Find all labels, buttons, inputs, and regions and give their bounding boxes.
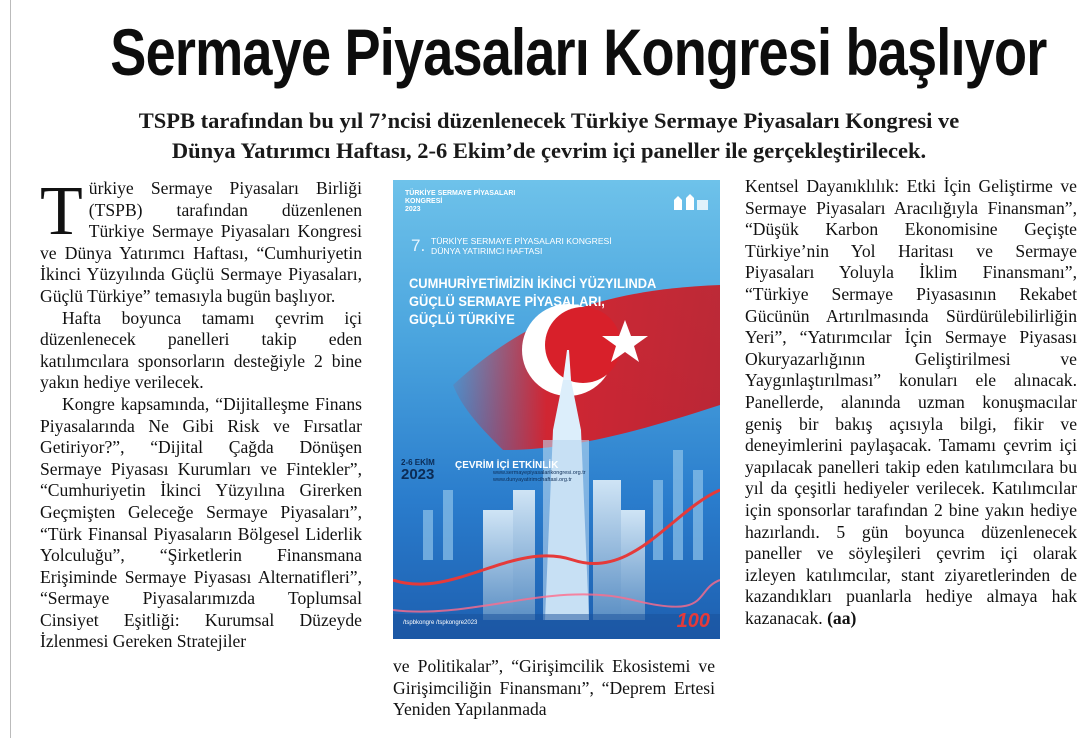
chart-bar — [443, 490, 453, 560]
building — [621, 510, 645, 620]
paragraph-3: Kongre kapsamında, “Dijitalleşme Finans Piyasalarında Ne Gibi Risk ve Fırsatlar Getiriyor?”, “Dijital Çağda Dönüşen Sermaye Piyasası Kurumları ve Fintekler”, “Cumhuriyetin İkinci Yüzyılına Girerken Geçmişten Geleceğe Sermaye Piyasaları”, “Türk Finansal Piyasaların Bölgesel Liderlik Yolculuğu”, “Şirketlerin Finansmana Erişiminde Sermaye Piyasası Alternatifleri”, “Sermaye Piyasalarımızda Toplumsal Cinsiyet Eşitliği: Kurumsal Düzeyde İzlenmesi Gereken Stratejiler — [40, 393, 362, 652]
poster-event-name: TÜRKİYE SERMAYE PİYASALARI KONGRESİ DÜNYA YATIRIMCI HAFTASI — [431, 236, 612, 256]
poster-year: 2023 — [401, 466, 435, 483]
article-column-3 — [745, 176, 1077, 629]
paragraph-1-text: ürkiye Sermaye Piyasaları Birliği (TSPB) tarafından düzenlenen Türkiye Sermaye Piyasaları Kongresi ve Dünya Yatırımcı Haftası, “Cumhuriyetin İkinci Yüzyılında Güçlü Sermaye Piyasaları, Güçlü Türkiye” temasıyla bugün başlıyor. — [40, 178, 362, 306]
poster-social-handles: /tspbkongre /tspkongre2023 — [403, 620, 478, 626]
chart-bar — [673, 450, 683, 560]
article-column-1 — [40, 173, 362, 653]
poster-edition-number: 7. — [411, 236, 426, 255]
building — [593, 480, 621, 620]
paragraph-2: Hafta boyunca tamamı çevrim içi düzenlenecek panelleri takip eden katılımcılara sponsorların desteğiyle 2 bine yakın hediye verilecek. — [40, 307, 362, 393]
centennial-logo: 100 — [676, 610, 710, 632]
paragraph-1 — [40, 173, 362, 308]
chart-bar — [693, 470, 703, 560]
chart-bar — [653, 480, 663, 560]
chart-bar — [423, 510, 433, 560]
deck — [14, 106, 1084, 166]
headline: Sermaye Piyasaları Kongresi başlıyor — [110, 15, 1047, 89]
article-column-2 — [393, 656, 715, 721]
news-agency-signature: (aa) — [827, 607, 857, 628]
poster-logo: TÜRKİYE SERMAYE PİYASALARI KONGRESİ 2023 — [405, 190, 516, 213]
drop-cap: T — [40, 173, 83, 250]
poster-online-events: ÇEVRİM İÇİ ETKİNLİK — [455, 460, 559, 471]
paragraph-final: Kentsel Dayanıklılık: Etki İçin Geliştirme ve Sermaye Piyasaları Aracılığıyla Finansman”, “Düşük Karbon Ekonomisine Geçişte Türkiye’nin Yol Haritası ve Sermaye Piyasaları Yoluyla İklim Finansmanı”, “Türkiye Sermaye Piyasasının Rekabet Gücünün Artırılmasında Sürdürülebilirliğin Yeri”, “Yatırımcılar İçin Sermaye Piyasası Okuryazarlığının Geliştirilmesi ve Yaygınlaştırılması” konuları ele alınacak. Panellerde, alanında uzman konuşmacılar geniş bir bakış açısıyla bilgi, fikir ve deneyimlerini paylaşacak. Tamamı çevrim içi yapılacak panelleri takip eden katılımcılara bu yıl da çeşitli hediyeler verilecek. Katılımcılar için sponsorlar tarafından 2 bine yakın hediye hazırlandı. 5 gün boyunca düzenlenecek paneller ve söyleşileri çevrim içi olarak izleyen katılımcılar, stant ziyaretlerinden de kazandıkları puanlarla hediye almaya hak kazanacak. (aa) — [745, 176, 1077, 628]
institution-logo-icon — [670, 192, 710, 212]
congress-poster-image — [393, 180, 720, 639]
poster-date: 2-6 EKİM — [401, 458, 435, 467]
deck-line-1: TSPB tarafından bu yıl 7’ncisi düzenlenecek Türkiye Sermaye Piyasaları Kongresi ve — [138, 108, 960, 133]
poster-websites: www.sermayepiyasalarikongresi.org.tr www.dunyayatirimcihaftasi.org.tr — [493, 470, 586, 483]
column-rule — [10, 0, 11, 738]
poster-footer — [393, 614, 720, 639]
deck-line-2: Dünya Yatırımcı Haftası, 2-6 Ekim’de çevrim içi paneller ile gerçekleştirilecek. — [171, 138, 927, 163]
poster-theme: CUMHURİYETİMİZİN İKİNCİ YÜZYILINDA GÜÇLÜ SERMAYE PİYASALARI, GÜÇLÜ TÜRKİYE — [409, 275, 657, 327]
paragraph-continued: ve Politikalar”, “Girişimcilik Ekosistemi ve Girişimciliğin Finansmanı”, “Deprem Ertesi Yeniden Yapılanmada — [393, 656, 715, 720]
